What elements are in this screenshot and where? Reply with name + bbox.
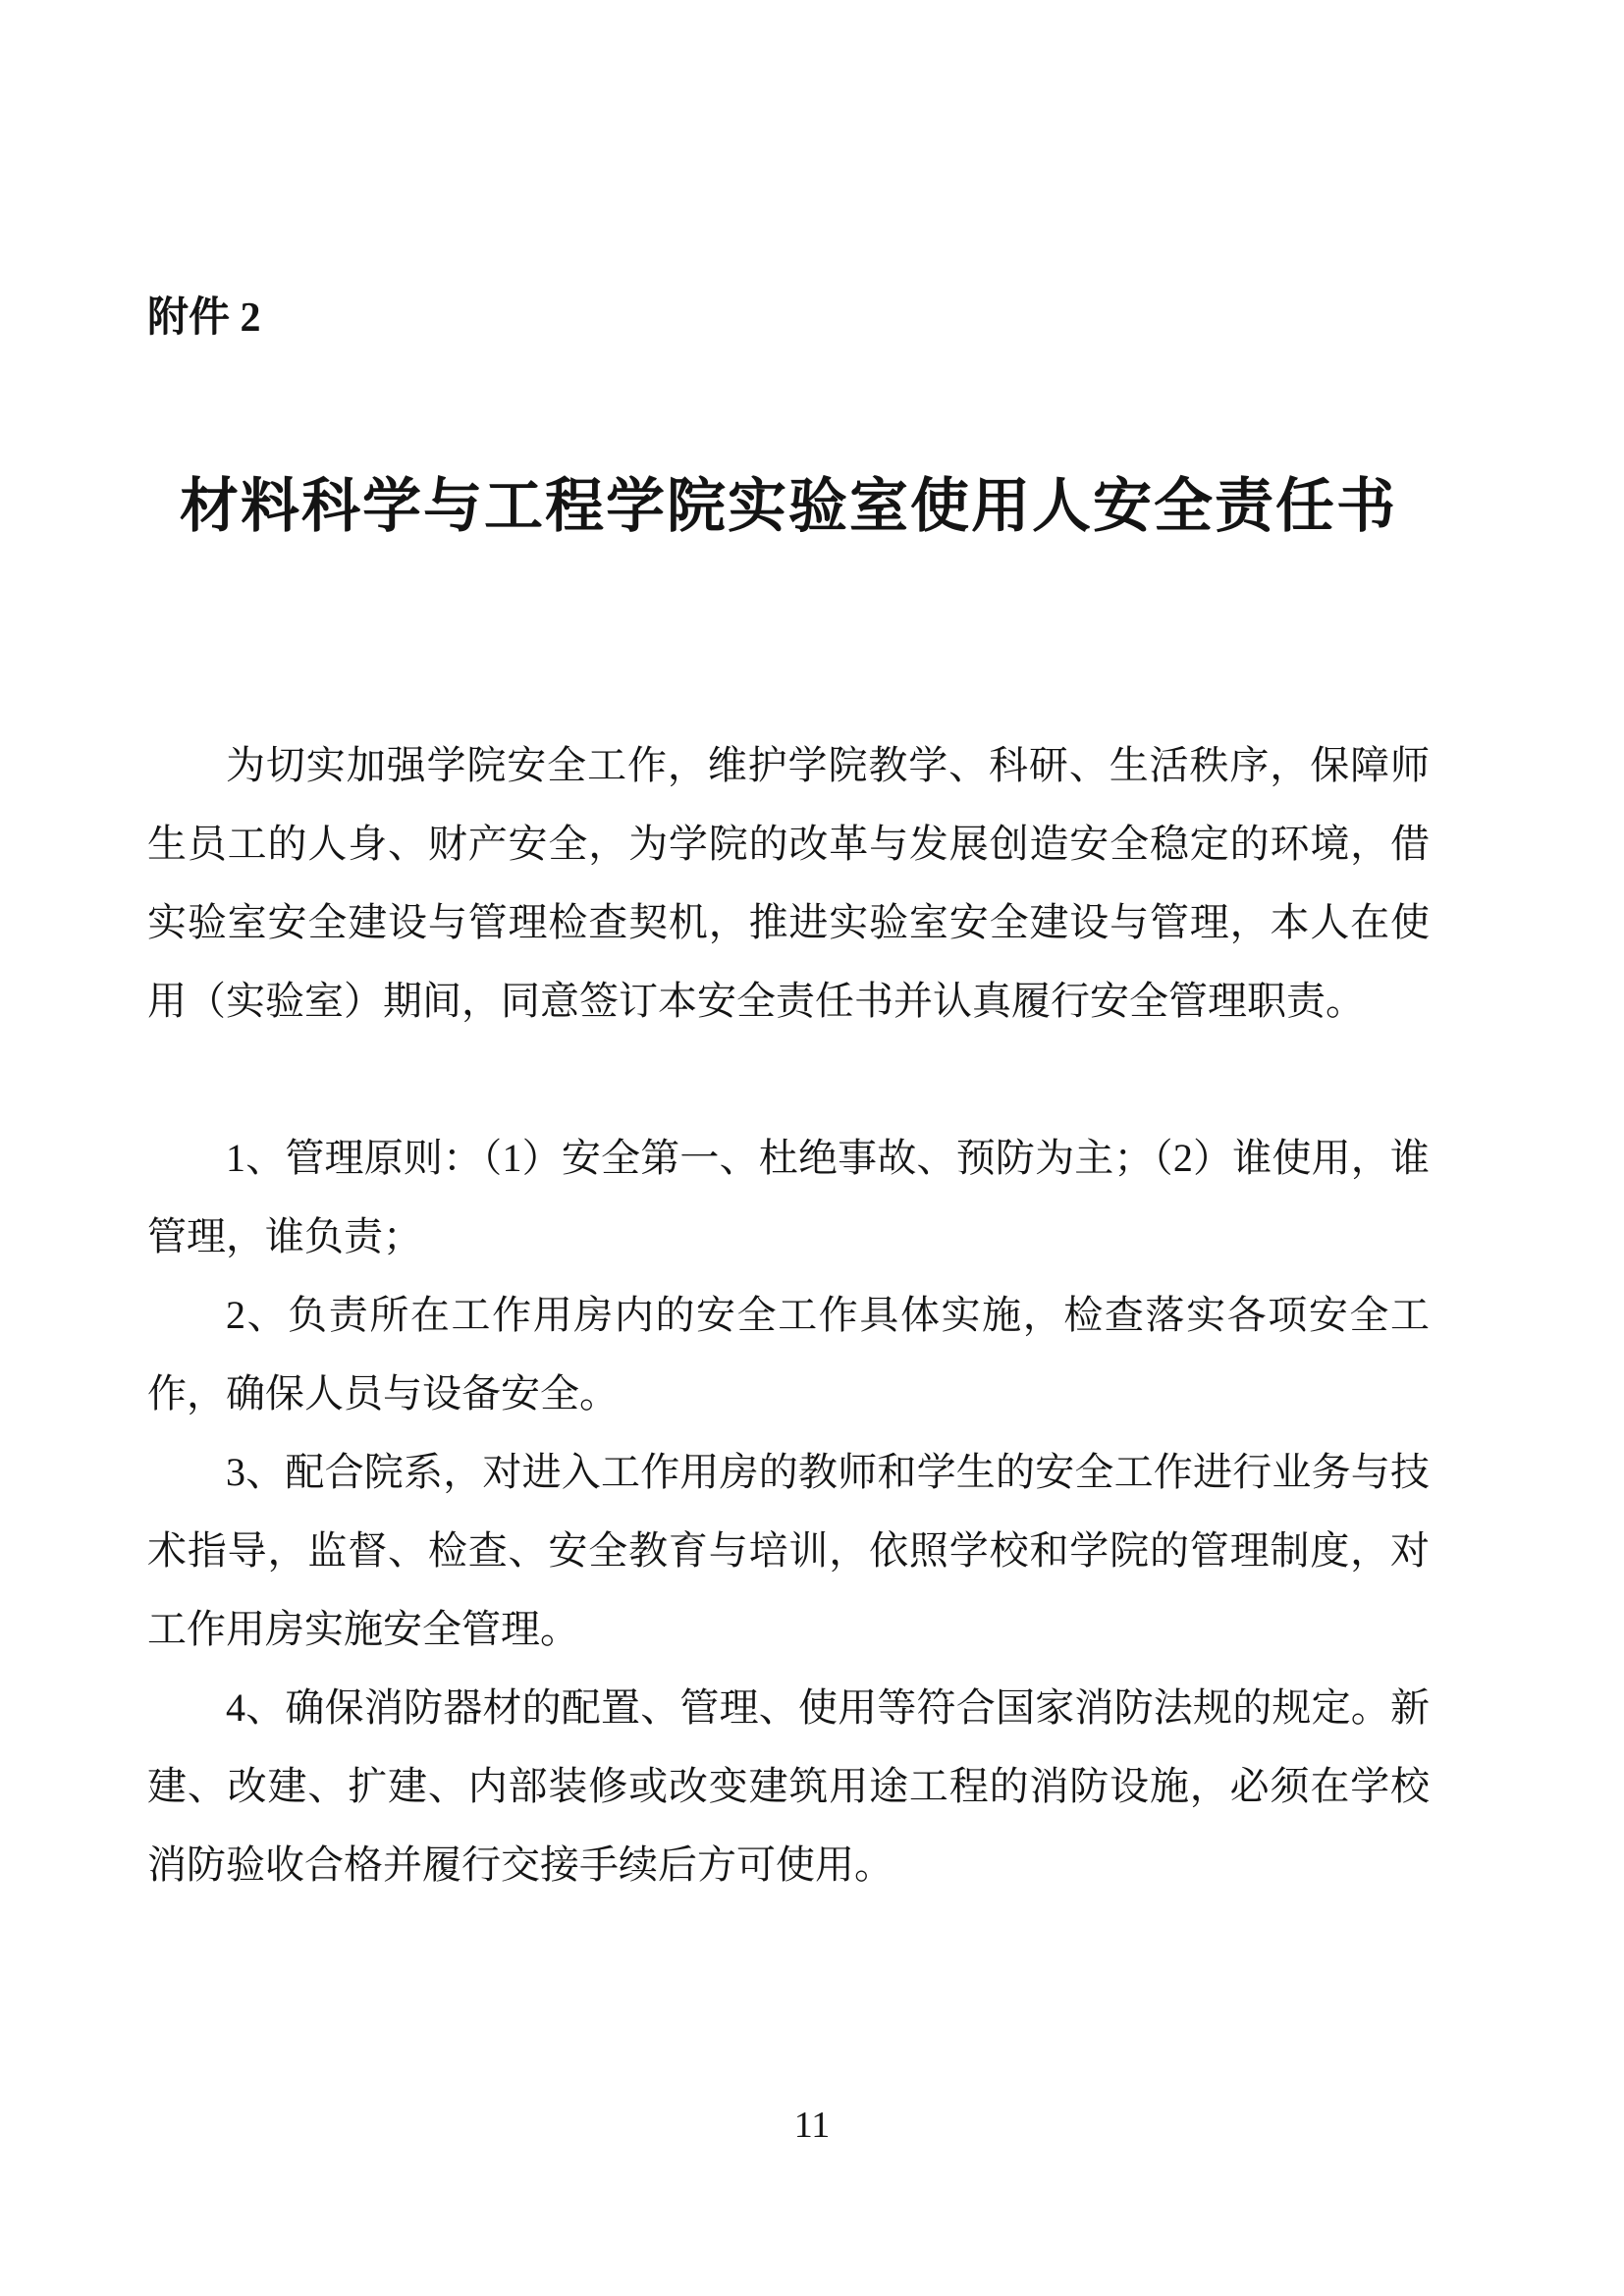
intro-paragraph: 为切实加强学院安全工作，维护学院教学、科研、生活秩序，保障师生员工的人身、财产安全，为学院的改革与发展创造安全稳定的环境，借实验室安全建设与管理检查契机，推进实验室安全建设与管理，本人在使用（实验室）期间，同意签订本安全责任书并认真履行安全管理职责。 (147, 743, 1430, 1023)
document-title: 材料科学与工程学院实验室使用人安全责任书 (180, 473, 1397, 539)
clause-2: 2、负责所在工作用房内的安全工作具体实施，检查落实各项安全工作，确保人员与设备安全。 (147, 1293, 1430, 1415)
clause-3: 3、配合院系，对进入工作用房的教师和学生的安全工作进行业务与技术指导，监督、检查、安全教育与培训，依照学校和学院的管理制度，对工作用房实施安全管理。 (147, 1450, 1430, 1651)
clause-1: 1、管理原则：（1）安全第一、杜绝事故、预防为主；（2）谁使用，谁管理，谁负责； (147, 1136, 1430, 1258)
clause-4: 4、确保消防器材的配置、管理、使用等符合国家消防法规的规定。新建、改建、扩建、内部装修或改变建筑用途工程的消防设施，必须在学校消防验收合格并履行交接手续后方可使用。 (147, 1685, 1430, 1887)
attachment-label: 附件 2 (147, 295, 261, 341)
page-number: 11 (793, 2105, 831, 2146)
document-content (147, 0, 1430, 1904)
clause-list (147, 1119, 1430, 1904)
